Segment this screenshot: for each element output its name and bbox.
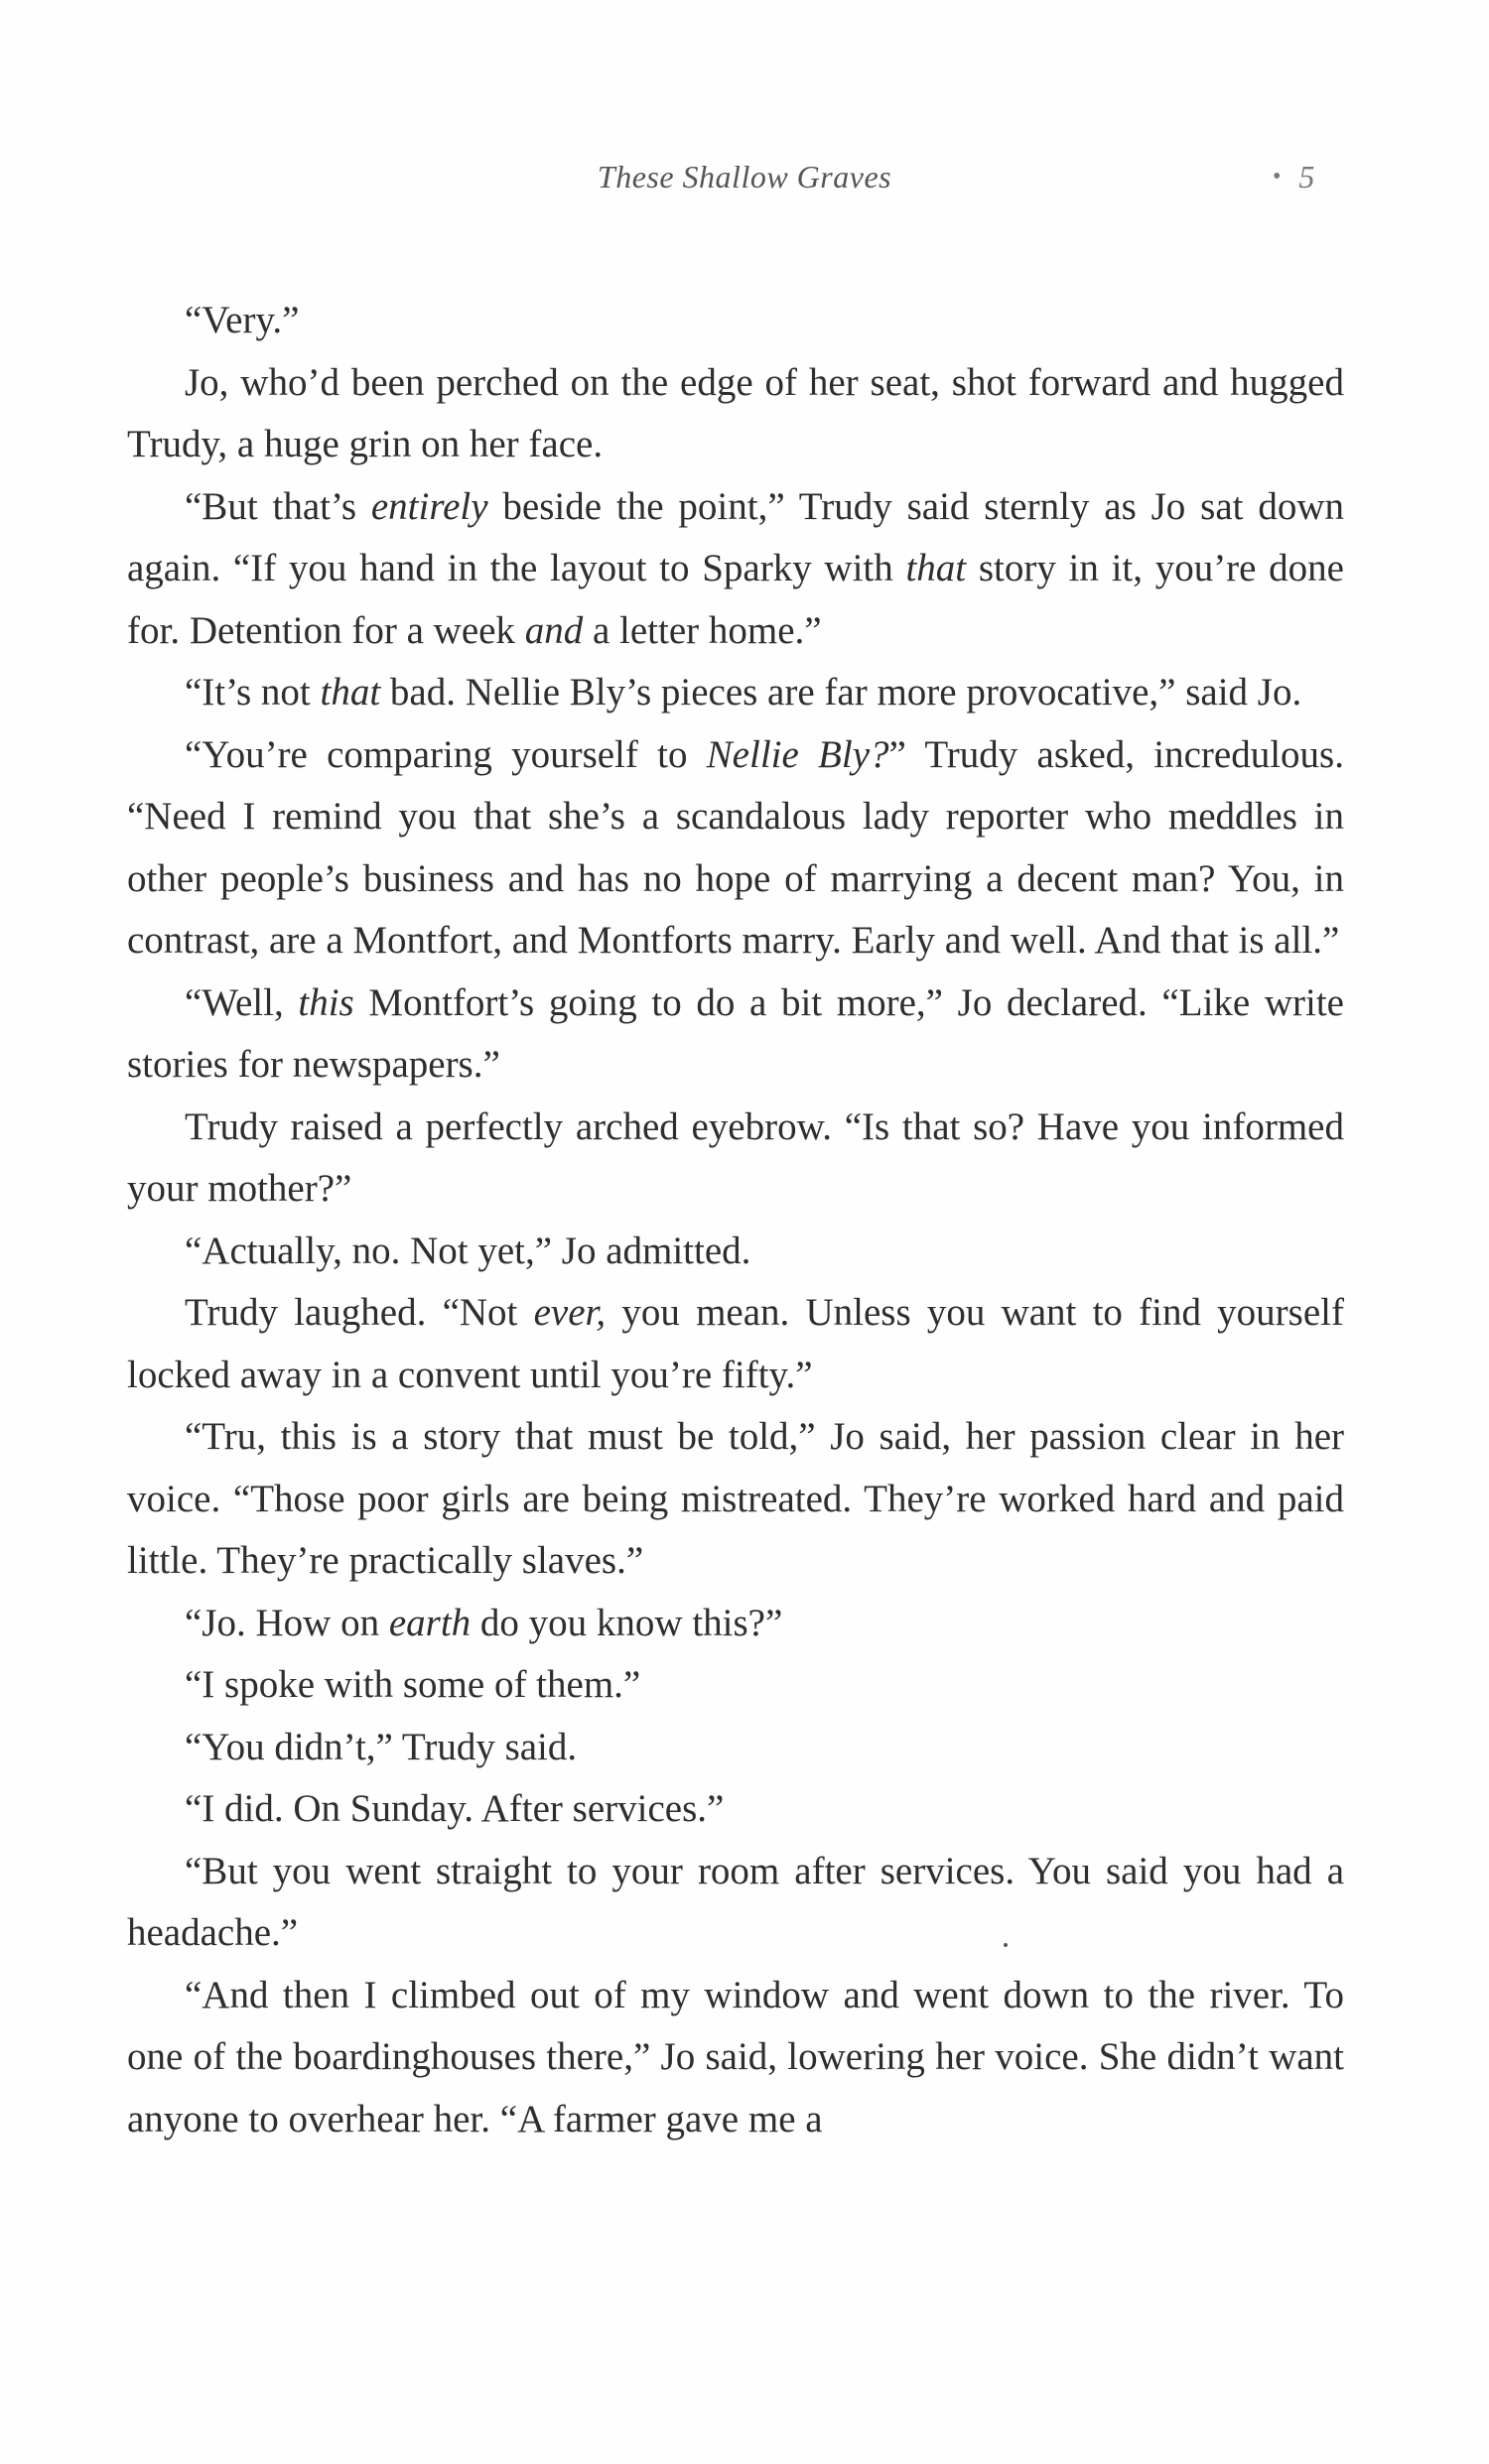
text-run: bad. Nellie Bly’s pieces are far more provocative,” said Jo. bbox=[380, 671, 1302, 713]
text-run: you mean. Unless you want to find yourself locked away in a convent until you’re fifty.” bbox=[127, 1291, 1344, 1396]
italic-run: that bbox=[905, 547, 967, 589]
italic-run: and bbox=[524, 608, 584, 652]
print-speck bbox=[1004, 1943, 1008, 1947]
text-run: Trudy laughed. “Not bbox=[185, 1291, 534, 1334]
italic-run: that bbox=[320, 671, 381, 713]
running-title: These Shallow Graves bbox=[597, 159, 892, 195]
text-run: Montfort’s going to do a bit more,” Jo declared. “Like write stories for newspapers.” bbox=[127, 980, 1344, 1086]
italic-run: entirely bbox=[370, 484, 488, 528]
text-run: “And then I climbed out of my window and went down to the river. To one of the boardinghouses there,” Jo said, lowering her voice. She didn’t want anyone to overhear her. “A farmer gave me a bbox=[127, 1973, 1344, 2140]
paragraph bbox=[127, 290, 1344, 352]
paragraph bbox=[127, 973, 1344, 1097]
text-run: Trudy raised a perfectly arched eyebrow. “Is that so? Have you informed your mother?” bbox=[127, 1104, 1344, 1210]
text-run: ” Trudy asked, incredulous. “Need I remind you that she’s a scandalous lady reporter who meddles in other people’s business and has no hope of marrying a decent man? You, in contrast, are a Montfort, and Montforts marry. Early and well. And that is all.” bbox=[127, 732, 1344, 962]
text-run: “But you went straight to your room after services. You said you had a headache.” bbox=[127, 1849, 1344, 1954]
page-number-value: 5 bbox=[1298, 159, 1315, 195]
paragraph bbox=[127, 1717, 1344, 1779]
italic-run: this bbox=[298, 980, 354, 1024]
paragraph bbox=[127, 1965, 1344, 2151]
paragraph bbox=[127, 352, 1344, 476]
paragraph bbox=[127, 1406, 1344, 1593]
text-run: “I did. On Sunday. After services.” bbox=[185, 1787, 725, 1830]
body-text bbox=[127, 290, 1344, 2150]
italic-run: ever, bbox=[533, 1291, 607, 1334]
bullet-icon: • bbox=[1273, 164, 1282, 190]
text-run: beside the point,” Trudy said sternly as Jo sat down again. “If you hand in the layout to Sparky with bbox=[127, 484, 1344, 589]
paragraph bbox=[127, 724, 1344, 973]
text-run: “Tru, this is a story that must be told,” Jo said, her passion clear in her voice. “Those poor girls are being mistreated. They’re worked hard and paid little. They’re practically slaves.” bbox=[127, 1415, 1344, 1582]
text-run: story in it, you’re done for. Detention for a week bbox=[127, 547, 1344, 652]
page-number bbox=[1273, 159, 1314, 195]
text-run: “It’s not bbox=[185, 671, 321, 713]
text-run: “Very.” bbox=[185, 299, 300, 341]
text-run: a letter home.” bbox=[583, 608, 822, 652]
text-run: “But that’s bbox=[185, 484, 371, 528]
paragraph bbox=[127, 1593, 1344, 1655]
text-run: “You’re comparing yourself to bbox=[185, 732, 707, 776]
text-run: “Well, bbox=[185, 980, 299, 1024]
text-run: Jo, who’d been perched on the edge of her seat, shot forward and hugged Trudy, a huge grin on her face. bbox=[127, 360, 1344, 465]
paragraph bbox=[127, 1282, 1344, 1406]
paragraph bbox=[127, 1221, 1344, 1283]
text-run: “I spoke with some of them.” bbox=[185, 1663, 641, 1706]
paragraph bbox=[127, 1841, 1344, 1965]
paragraph bbox=[127, 476, 1344, 663]
text-run: “You didn’t,” Trudy said. bbox=[185, 1725, 578, 1768]
running-head bbox=[0, 159, 1489, 208]
italic-run: Nellie Bly? bbox=[706, 732, 889, 776]
text-run: “Jo. How on bbox=[185, 1601, 389, 1644]
paragraph bbox=[127, 1097, 1344, 1221]
paragraph bbox=[127, 662, 1344, 724]
italic-run: earth bbox=[388, 1601, 472, 1644]
text-run: “Actually, no. Not yet,” Jo admitted. bbox=[185, 1229, 751, 1272]
text-run: do you know this?” bbox=[471, 1601, 783, 1644]
paragraph bbox=[127, 1654, 1344, 1717]
paragraph bbox=[127, 1778, 1344, 1841]
